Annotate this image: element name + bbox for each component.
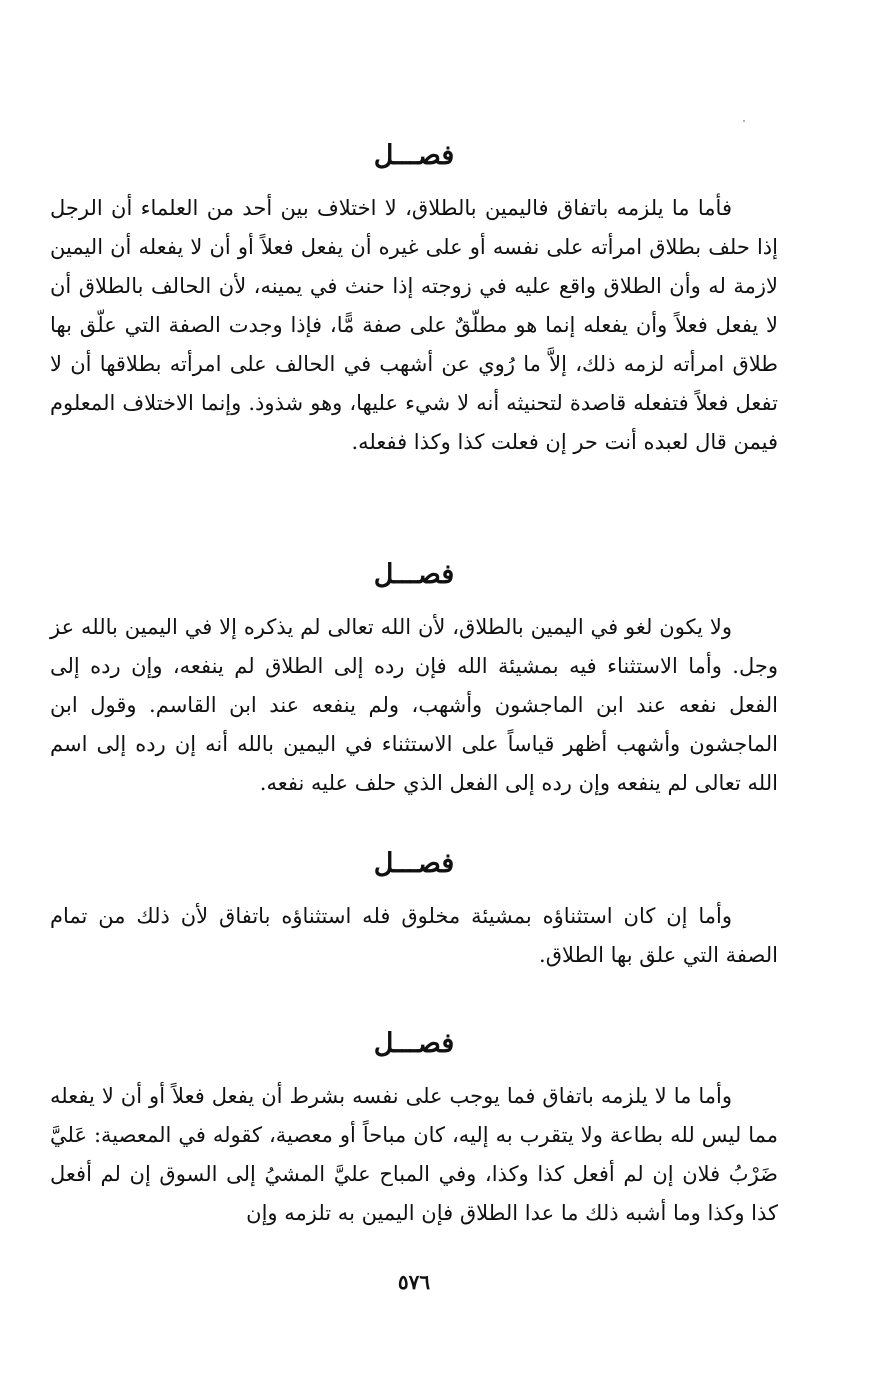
section-heading-1: فصـــل (373, 140, 455, 171)
section-heading-2: فصـــل (373, 559, 455, 590)
scan-speck (743, 120, 745, 122)
section-paragraph-4: وأما ما لا يلزمه باتفاق فما يوجب على نفسه بشرط أن يفعل فعلاً أو أن لا يفعله مما ليس لله بطاعة ولا يتقرب به إليه، كان مباحاً أو معصية، كقوله في المعصية: عَليَّ ضَرْبُ فلان إن لم أفعل كذا وكذا، وفي المباح عليَّ المشيُ إلى السوق إن لم أفعل كذا وكذا وما أشبه ذلك ما عدا الطلاق فإن اليمين به تلزمه وإن (50, 1084, 778, 1225)
section-heading-3: فصـــل (373, 848, 455, 879)
section-paragraph-2: ولا يكون لغو في اليمين بالطلاق، لأن الله تعالى لم يذكره إلا في اليمين بالله عز وجل. وأما الاستثناء فيه بمشيئة الله فإن رده إلى الطلاق لم ينفعه، وإن رده إلى الفعل نفعه عند ابن الماجشون وأشهب، ولم ينفعه عند ابن القاسم. وقول ابن الماجشون وأشهب أظهر قياساً على الاستثناء في اليمين بالله أنه إن رده إلى اسم الله تعالى لم ينفعه وإن رده إلى الفعل الذي حلف عليه نفعه. (50, 615, 778, 795)
page-number: ٥٧٦ (397, 1270, 431, 1294)
document-page (50, 0, 778, 1393)
section-paragraph-1: فأما ما يلزمه باتفاق فاليمين بالطلاق، لا اختلاف بين أحد من العلماء أن الرجل إذا حلف بطلاق امرأته على نفسه أو على غيره أن يفعل فعلاً أو أن لا يفعله أن اليمين لازمة له وأن الطلاق واقع عليه في زوجته إذا حنث في يمينه، لأن الحالف بالطلاق أن لا يفعل فعلاً وأن يفعله إنما هو مطلّقٌ على صفة مًّا، فإذا وجدت الصفة التي علّق بها طلاق امرأته لزمه ذلك، إلاَّ ما رُوي عن أشهب في الحالف على امرأته بطلاقها أن لا تفعل فعلاً فتفعله قاصدة لتحنيثه أنه لا شيء عليها، وهو شذوذ. وإنما الاختلاف المعلوم فيمن قال لعبده أنت حر إن فعلت كذا وكذا ففعله. (50, 196, 778, 454)
section-paragraph-3: وأما إن كان استثناؤه بمشيئة مخلوق فله استثناؤه باتفاق لأن ذلك من تمام الصفة التي علق بها الطلاق. (50, 904, 778, 967)
section-heading-4: فصـــل (373, 1028, 455, 1059)
